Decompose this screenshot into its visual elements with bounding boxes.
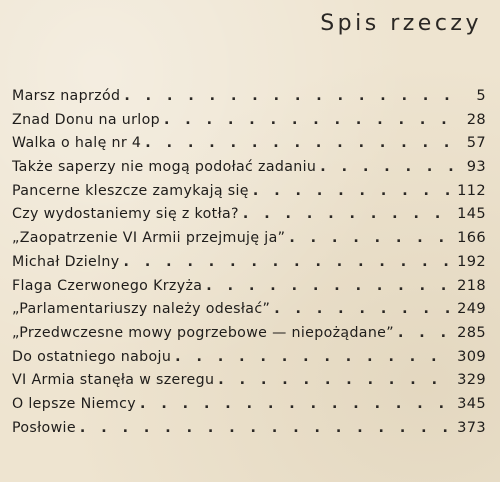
dot-leader [253,183,451,199]
table-of-contents [12,87,486,442]
page-number: 373 [457,418,486,436]
chapter-title: O lepsze Niemcy [12,395,136,412]
dot-leader [124,88,458,104]
chapter-title: Marsz naprzód [12,88,121,104]
chapter-title: Walka o halę nr 4 [12,135,142,152]
toc-entry [12,87,486,111]
chapter-title: Flaga Czerwonego Krzyża [12,277,203,294]
dot-leader [320,159,458,175]
toc-entry [12,134,486,158]
page-number: 309 [457,347,486,365]
toc-entry [12,182,486,206]
dot-leader [164,112,458,128]
page-number: 112 [457,181,486,199]
chapter-title: Do ostatniego naboju [12,348,172,365]
dot-leader [123,254,451,270]
toc-entry [12,419,486,443]
toc-entry [12,229,486,253]
toc-entry [12,277,486,301]
page-number: 329 [457,371,486,389]
dot-leader [218,372,451,388]
toc-entry [12,253,486,277]
chapter-title: Znad Donu na urlop [12,111,160,128]
chapter-title: Także saperzy nie mogą podołać zadaniu [12,159,317,176]
dot-leader [140,396,451,412]
chapter-title: „Parlamentariuszy należy odesłać” [12,301,271,318]
toc-entry [12,111,486,135]
page-number: 166 [457,229,486,247]
toc-entry [12,205,486,229]
page-number: 5 [476,87,486,104]
dot-leader [243,206,451,222]
chapter-title: Czy wydostaniemy się z kotła? [12,206,239,223]
dot-leader [398,325,451,341]
toc-entry [12,348,486,372]
chapter-title: „Zaopatrzenie VI Armii przejmuję ja” [12,230,286,247]
page-number: 218 [457,276,486,294]
page-number: 93 [466,158,486,176]
page-number: 145 [457,205,486,223]
toc-entry [12,158,486,182]
dot-leader [145,135,458,151]
page-number: 285 [457,323,486,341]
dot-leader [206,278,451,294]
page-number: 192 [457,252,486,270]
dot-leader [289,230,451,246]
chapter-title: „Przedwczesne mowy pogrzebowe — niepożądane” [12,324,394,341]
chapter-title: VI Armia stanęła w szeregu [12,372,215,389]
toc-entry [12,324,486,348]
toc-entry [12,395,486,419]
toc-entry [12,371,486,395]
page-number: 345 [457,394,486,412]
chapter-title: Pancerne kleszcze zamykają się [12,182,249,199]
dot-leader [274,301,451,317]
page-number: 57 [466,134,486,152]
chapter-title: Posłowie [12,419,76,436]
dot-leader [80,420,451,436]
page-title: Spis rzeczy [320,11,482,36]
chapter-title: Michał Dzielny [12,253,120,270]
dot-leader [175,349,451,365]
toc-entry [12,300,486,324]
page-number: 249 [457,300,486,318]
page-number: 28 [466,110,486,128]
